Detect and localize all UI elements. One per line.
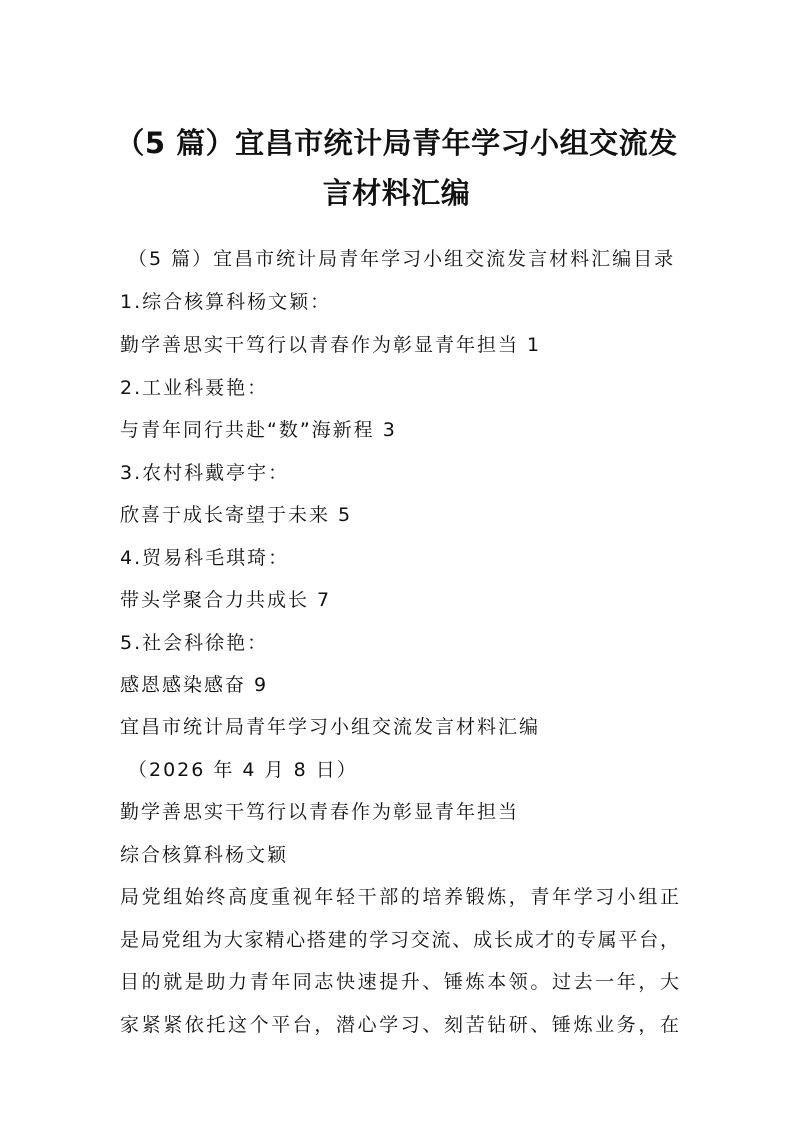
speech-author: 综合核算科杨文颖 [120,844,289,866]
toc-item-author: 3.农村科戴亭宇： [120,462,290,484]
collection-date: （2026 年 4 月 8 日） [128,759,358,781]
toc-item-author: 4.贸易科毛琪琦： [120,547,290,569]
toc-item-entry: 感恩感染感奋 9 [120,674,269,696]
toc-item-entry: 欣喜于成长寄望于未来 5 [120,504,353,526]
body-paragraph-line: 局党组始终高度重视年轻干部的培养锻炼，青年学习小组正 [120,886,680,908]
toc-item-author: 2.工业科聂艳： [120,377,269,399]
body-paragraph-line: 目的就是助力青年同志快速提升、锤炼本领。过去一年，大 [120,971,680,993]
body-paragraph-line: 家紧紧依托这个平台，潜心学习、刻苦钻研、锤炼业务，在 [120,1014,680,1036]
collection-title: 宜昌市统计局青年学习小组交流发言材料汇编 [120,716,541,738]
document-title-line-2: 言材料汇编 [322,176,471,210]
toc-item-entry: 勤学善思实干笃行以青春作为彰显青年担当 1 [120,334,542,356]
speech-title: 勤学善思实干笃行以青春作为彰显青年担当 [120,801,520,823]
body-paragraph-line: 是局党组为大家精心搭建的学习交流、成长成才的专属平台， [120,929,680,951]
toc-item-author: 1.综合核算科杨文颖： [120,291,332,313]
toc-heading: （5 篇）宜昌市统计局青年学习小组交流发言材料汇编目录 [128,248,676,270]
document-title-line-1: （5 篇）宜昌市统计局青年学习小组交流发 [115,126,678,160]
toc-item-entry: 带头学聚合力共成长 7 [120,589,332,611]
toc-item-author: 5.社会科徐艳： [120,632,269,654]
toc-item-entry: 与青年同行共赴“数”海新程 3 [120,419,397,441]
